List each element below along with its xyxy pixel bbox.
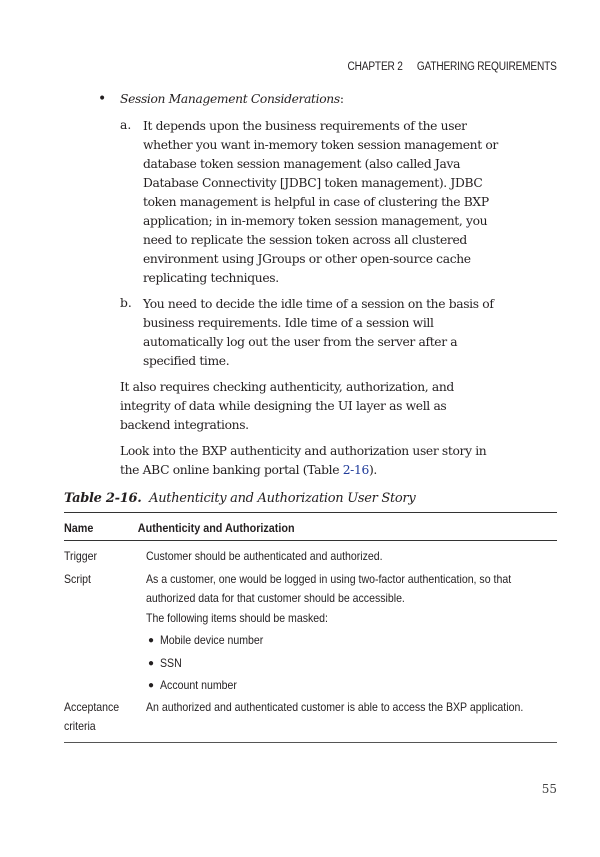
bullet-title-text: Session Management Considerations <box>120 92 340 106</box>
user-story-table <box>64 512 557 743</box>
row-value <box>146 570 561 696</box>
table-reference-link[interactable]: 2-16 <box>342 463 369 477</box>
row-value: An authorized and authenticated customer is able to access the BXP application. <box>146 699 524 714</box>
paragraph-user-story-ref <box>120 442 490 480</box>
script-line-3: The following items should be masked: <box>146 610 328 625</box>
table-row-trigger <box>64 547 557 567</box>
script-line-2: authorized data for that customer should be accessible. <box>146 591 405 605</box>
masked-item <box>148 654 561 674</box>
bullet-icon: • <box>98 91 107 107</box>
bullet-title-colon: : <box>339 92 344 106</box>
bullet-icon: ● <box>148 680 155 692</box>
header-name: Name <box>64 521 94 535</box>
masked-item-text: Mobile device number <box>160 633 264 647</box>
row-value: Customer should be authenticated and authorized. <box>146 549 383 563</box>
list-item-a-label: a. <box>120 118 132 132</box>
row-name: Trigger <box>64 549 98 563</box>
table-row-script <box>64 570 557 696</box>
chapter-label: CHAPTER 2 <box>347 61 404 73</box>
paragraph-authenticity: It also requires checking authenticity, authorization, and integrity of data while designing the UI layer as well as backend integrations. <box>120 380 454 432</box>
paragraph-text-end: ). <box>368 463 377 477</box>
list-item-b-text: You need to decide the idle time of a session on the basis of business requirements. Idle time of a session will automatically log out the user from the server after a specified time. <box>143 297 494 368</box>
header-value: Authenticity and Authorization <box>137 521 295 535</box>
chapter-title: GATHERING REQUIREMENTS <box>417 61 557 73</box>
section-bullet-title <box>120 90 344 109</box>
list-item-a-text: It depends upon the business requirements of the user whether you want in-memory token session management or database token session management (also called Java Database Connectivity [JDBC] token management). JDBC token management is helpful in case of clustering the BXP application; in in-memory token session management, you need to replicate the session token across all clustered environment using JGroups or other open-source cache replicating techniques. <box>143 119 498 285</box>
masked-item <box>148 631 561 651</box>
table-header-row <box>64 513 508 540</box>
table-caption-text: Authenticity and Authorization User Story <box>149 491 416 506</box>
table-bottom-rule <box>64 742 557 743</box>
row-name-line-2: criteria <box>64 719 96 733</box>
table-caption <box>64 491 415 506</box>
running-header <box>348 61 557 73</box>
masked-item <box>148 676 561 696</box>
table-row-acceptance <box>64 698 557 737</box>
masked-item-text: SSN <box>160 655 182 670</box>
masked-item-text: Account number <box>160 678 237 692</box>
page-number: 55 <box>541 782 557 796</box>
table-caption-label: Table 2-16. <box>64 491 142 506</box>
row-name <box>64 698 146 737</box>
paragraph-text: Look into the BXP authenticity and authorization user story in the ABC online banking portal (Table <box>120 444 487 477</box>
list-item-b-label: b. <box>120 296 132 310</box>
row-name: Script <box>64 571 92 586</box>
row-name-line-1: Acceptance <box>64 699 120 714</box>
bullet-icon: ● <box>148 657 155 669</box>
script-line-1: As a customer, one would be logged in using two-factor authentication, so that <box>146 571 512 586</box>
bullet-icon: ● <box>148 635 155 647</box>
